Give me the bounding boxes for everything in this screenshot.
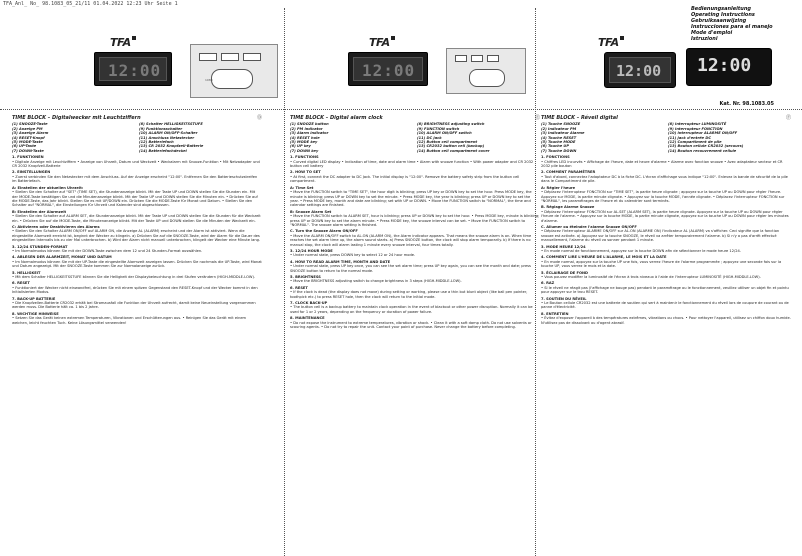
part-item: (1) Touche SNOOZE (541, 122, 581, 127)
section-heading: C: Aktivieren oder Deaktivieren des Alarms (12, 224, 100, 229)
model-mark: 1083 (205, 78, 213, 82)
part-item: (3) Anzeige Alarm (12, 131, 49, 136)
clock-display-panel (99, 57, 167, 81)
section-heading: 2. HOW TO SET (290, 170, 321, 175)
part-item: (9) Funktionsschalter (139, 126, 183, 131)
section-heading: 7. BACK-UP BATTERIE (12, 296, 56, 301)
section-heading: B: Snooze Alarm Set (290, 209, 332, 214)
battery-compartment-icon (211, 69, 253, 89)
title-line: Instrucciones para el manejo (691, 24, 773, 30)
sections (12, 155, 262, 325)
section-text: • Évitez d'exposer l'appareil à des températures extrêmes, vibrations ou chocs. • Pour nettoyer l'appareil, utilisez un chiffon doux humide. N'utilisez pas de dissolvant ou d'agent abrasif. (541, 316, 791, 325)
part-item: (13) CR 2032 Knopfzell-Batterie (139, 144, 204, 149)
brand-text: TFA (110, 36, 131, 49)
part-item: (2) Indicateur PM (541, 126, 577, 131)
part-item: (9) Interrupteur FONCTION (668, 126, 723, 131)
section-text: • Si le réveil ne réagit pas (l'affichage ne bouge pas) pendant le paramétrage ou le fonctionnement, veuillez utiliser un objet fin et pointu pour appuyer sur le trou RESET. (541, 285, 789, 295)
section-text: • Im Normalmodus können Sie mit der UP-Taste die eingestellte Alarmzeit anzeigen lassen. Drücken Sie nochmals die UP-Taste, wird Monat und Datum angezeigt. Mit der SNOOZE-Taste kommen Sie zur Normalanzeige zurück. (12, 259, 262, 269)
section-text: • Under normal state, press UP key once, you can see the set alarm time; press UP key again, you can see the month and date; press SNOOZE button to return to the normal mode. (290, 264, 531, 273)
clock-side-illustration (446, 48, 526, 94)
brand-text: TFA (369, 36, 390, 49)
section-text: • Under normal state, press DOWN key to select 12 or 24 hour mode. (290, 253, 416, 258)
part-item: (6) Touche UP (541, 144, 569, 149)
column-title-text: TIME BLOCK – Digitalwecker mit Leuchtziffern (12, 115, 141, 121)
control-switch-icon (221, 53, 239, 61)
section-text: • Zuerst verbinden Sie den Netzstecker mit dem Anschluss. Auf der Anzeige erscheint "12:00". Entfernen Sie den Batterieschutzstreifen im Batteriefach. (12, 174, 258, 184)
section-heading: 3. 12/24 HOUR MODE (290, 248, 333, 253)
clock-display-panel (353, 57, 423, 81)
part-item: (6) UP-Taste (12, 144, 37, 149)
section-heading: A: Time Set (290, 185, 314, 190)
clock-display-time: 12:00 (362, 61, 416, 80)
section-heading: 1. FONCTIONS (541, 155, 570, 160)
section-text: • Déplacez l'interrupteur FONCTION sur AL.SET (ALARM SET), la partie heure clignote. Appuyez sur la touche UP ou DOWN pour régler l'heure de l'alarme. • Appuyez sur la touche MODE, la partie minute clignote, appuyez sur la touche UP ou DOWN pour régler les minutes d'alarme. (541, 209, 789, 223)
part-item: (8) Interrupteur LUMINOSITÉ (668, 122, 727, 127)
section-text: • Setzen Sie das Gerät keinen extremen Temperaturen, Vibrationen und Erschütterungen aus. • Reinigen Sie das Gerät mit einem weichen, leicht feuchten Tuch. Keine Lösungsmittel verwenden! (12, 316, 247, 325)
section-heading: 7. CLOCK BACK-UP (290, 301, 328, 306)
clock-back-illustration (190, 44, 278, 98)
fold-line (284, 8, 285, 556)
part-item: (11) DC Jack (417, 135, 442, 140)
clock-front-illustration (348, 52, 428, 86)
section-text: • Stellen Sie den Schalter auf "SET" (TIME SET), die Stundenanzeige blinkt. Mit der Taste UP und DOWN stellen Sie die Stunden ein. Mit der MODE-Taste bestätigen Sie und die Minutenanzeige blinkt. Mit der Taste UP und DOWN stellen Sie die Minuten ein. • Drücken Sie auf die MODE-Taste, das Jahr blinkt. Stellen Sie es mit UP/DOWN ein. Drücken Sie die MODE-Taste für Monat und Datum. • Stellen Sie den Schalter auf "NORMAL", die Einstellungen für Uhrzeit und Kalender sind abgeschlossen. (12, 190, 258, 208)
part-item: (5) MODE-Taste (12, 140, 43, 145)
brand-logo (598, 36, 624, 49)
column-english (290, 116, 540, 330)
section-heading: C. Allumer ou éteindre l'alarme Snooze ON/OFF (541, 224, 637, 229)
divider-horizontal (0, 109, 802, 110)
button-icon (455, 55, 467, 62)
section-heading: B. Réglage Alarme Snooze (541, 205, 595, 210)
clock-led-product-photo (686, 48, 772, 86)
clock-display-time: 12:00 (616, 62, 662, 80)
parts-list (541, 122, 791, 153)
clock-display-time: 12:00 (697, 55, 752, 76)
part-item: (8) Schalter HELLIGKEITSSTUFE (139, 122, 203, 127)
section-heading: B: Einstellen der Alarmzeit (12, 209, 67, 214)
control-switch-icon (199, 53, 217, 61)
section-text: • En mode normal de fonctionnement, appuyez sur la touche DOWN afin de sélectionner le mode heure 12/24. (541, 248, 741, 253)
catalog-number: Kat. Nr. 98.1083.05 (719, 101, 774, 107)
section-heading: 1. FUNKTIONEN (12, 155, 44, 160)
title-line: Bedienungsanleitung (691, 6, 751, 12)
section-heading: 3. MODE HEURE 12/24 (541, 244, 586, 249)
part-item: (4) Touche RESET (541, 135, 577, 140)
section-text: • Move the ALARM ON/OFF switch to AL.ON (ALARM ON), the Alarm indicator appears. That means the snooze alarm is on. When time reaches the set alarm time up, the alarm sound starts. a) Press SNOOZE button, the clock will stop alarm temporarily. b) If there is no manual stop, the clock will alarm lasting 1 minute every snooze interval, four times totally. (290, 233, 532, 247)
language-flag-icon: Ⓔ (534, 115, 540, 121)
part-item: (7) Touche DOWN (541, 148, 577, 153)
section-text: • Stellen Sie den Schalter auf ALARM SET, die Stundenanzeige blinkt. Mit der Taste UP und DOWN stellen Sie die Stunden für die Weckzeit ein. • Drücken Sie auf die MODE-Taste, die Minutenanzeige blinkt. Mit der Taste UP und DOWN stellen Sie die Minuten der Weckzeit ein. (12, 214, 261, 223)
clock-product-photo (604, 52, 676, 88)
part-item: (4) RESET hole (290, 135, 320, 140)
part-item: (5) Touche MODE (541, 140, 576, 145)
section-text: • Move the FUNCTION switch to "TIME SET", the hour digit is blinking; press UP key or DOWN key to set the hour. Press MODE key, the minute is blinking; press UP or DOWN key to set the minute. • Press MODE key, the year is blinking; press UP or DOWN key to set the year. • Press MODE key, month and date are blinking; set with UP or DOWN. • Move the FUNCTION switch to "NORMAL", the time and calendar settings are finished. (290, 190, 532, 208)
control-switch-icon (243, 53, 261, 61)
brand-text: TFA (598, 36, 619, 49)
section-text: • Die Knopfzellen-Batterie CR2032 erhält bei Stromausfall die Funktion der Uhrzeit aufrecht, damit keine Neueinstellung vorgenommen werden muss. Die Batterie hält ca. 1 bis 2 Jahre. (12, 301, 256, 310)
section-text: • En mode normal, appuyez sur la touche UP une fois, vous verrez l'heure de l'alarme programmée ; appuyez une seconde fois sur la touche UP, vous verrez le mois et la date. (541, 259, 782, 269)
column-title (12, 116, 262, 120)
part-item: (10) ALARM ON/OFF-Schalter (139, 131, 198, 136)
part-item: (8) BRIGHTNESS adjusting switch (417, 122, 485, 127)
section-text: • Le Bouton cellule CR2032 est une batterie de soutien qui sert à maintenir le fonctionnement du réveil lors de coupure de courant ou de panne d'électricité. (541, 301, 789, 310)
title-line: Mode d'emploi (691, 30, 733, 36)
sections (290, 155, 540, 329)
part-item: (1) SNOOZE button (290, 122, 329, 127)
part-item: (10) ALARM ON/OFF switch (417, 131, 472, 136)
section-heading: 6. RAZ (541, 281, 555, 286)
part-item: (13) Bouton cellule CR2032 (secours) (668, 144, 744, 149)
section-heading: 6. RESET (290, 285, 308, 290)
section-text: • Digitale Anzeige mit Leuchtziffern • Anzeige von Uhrzeit, Datum und Weckzeit • Weckalarm mit Snooze-Funktion • Mit Netzadapter und CR 2032 Knopfzell-Batterie (12, 159, 260, 169)
part-item: (11) Anschluss Netzstecker (139, 135, 195, 140)
section-text: • Chiffres LED incurvés • Affichage de l'heure, date et heure d'alarme • Alarme avec fonction snooze • Avec adaptateur secteur et CR 2032 pile bouton (541, 159, 783, 169)
section-heading: 2. COMMENT PARAMÉTRER (541, 170, 596, 175)
section-heading: 6. RESET (12, 281, 30, 286)
clock-display-time: 12:00 (108, 61, 162, 80)
brand-logo (110, 36, 136, 49)
section-heading: 4. COMMENT LIRE L'HEURE DE L'ALARME, LE MOIS ET LA DATE (541, 255, 667, 260)
part-item: (14) Bouton recouvrement cellule (668, 148, 737, 153)
section-text: • If the clock is dead (the display does not move) during setting or working, please use a thin but blunt object (like ball pen pointer, toothpick etc.) to press RESET hole, then the clock will return to the initial mode. (290, 290, 528, 299)
parts-list (12, 122, 262, 153)
part-item: (12) Button cell compartment (417, 140, 478, 145)
print-header: TFA_Anl_ No_ 98.1083_05_21/11 01.04.2022 12:23 Uhr Seite 1 (3, 1, 178, 7)
section-text: • At first, connect the DC adapter to DC Jack. The initial display is "12:00". Remove the battery safety strip from the button cell compartment. (290, 174, 520, 184)
column-title-text: TIME BLOCK – Réveil digital (541, 115, 618, 121)
section-heading: 5. ÉCLAIRAGE DE FOND (541, 270, 589, 275)
part-item: (14) Button cell compartment cover (417, 148, 490, 153)
title-line: Istruzioni (691, 36, 718, 42)
part-item: (2) PM indicator (290, 126, 323, 131)
section-text: • Tout d'abord, connectez l'adaptateur DC à la fiche DC. L'écran d'affichage vous indique "12:00". Enlevez la bande de sécurité de la pile dans le Compartiment de pile. (541, 174, 788, 184)
column-title (290, 116, 540, 120)
sections (541, 155, 791, 325)
manual-titles (691, 6, 773, 42)
part-item: (5) MODE key (290, 140, 318, 145)
part-item: (10) Interrupteur ALARME ON/OFF (668, 131, 738, 136)
part-item: (4) RESET-Knopf (12, 135, 45, 140)
section-text: • Déplacez l'interrupteur FONCTION sur "TIME SET", la partie heure clignote ; appuyez sur la touche UP ou DOWN pour régler l'heure. Appuyez sur MODE, la partie minute clignote. • Appuyez sur la touche MODE, l'année clignote. • Déplacez l'interrupteur FONCTION sur "NORMAL", les paramétrages de l'heure et du calendrier sont terminés. (541, 190, 785, 203)
section-text: • Stellen Sie den Schalter ALARM ON/OFF auf ALARM ON, die Anzeige AL (ALARM) erscheint und der Alarm ist aktiviert. Wenn die eingestellte Alarmzeit erreicht ist, beginnt der Wecker zu klingeln. a) Drücken Sie auf die SNOOZE-Taste, wird der Alarm für die Dauer des eingestellten Intervalls bis zu vier Mal unterbrochen. b) Wird der Alarm nicht manuell unterbrochen, klingelt der Wecker eine Minute lang. (12, 229, 261, 243)
clock-front-illustration (94, 52, 172, 86)
part-item: (2) Anzeige PM (12, 126, 43, 131)
section-heading: 4. HOW TO READ ALARM TIME, MONTH AND DATE (290, 259, 391, 264)
section-heading: A: Régler l'heure (541, 185, 576, 190)
language-flag-icon: Ⓓ (256, 115, 262, 121)
part-item: (7) DOWN-Taste (12, 148, 44, 153)
section-text: • Déplacez l'interrupteur ALARME ON/OFF sur AL.ON (ALARME ON) l'indicateur AL (ALARM) va s'afficher. Ceci signifie que la fonction snooze est activée. a) Appuyez sur la touche SNOOZE, le réveil va arrêter temporairement l'alarme. b) Si n'y a pas d'arrêt effectué manuellement, l'alarme du réveil va sonner pendant 1 minute. (541, 229, 780, 243)
part-item: (12) Batteriefach (139, 140, 174, 145)
parts-list (290, 122, 540, 153)
section-heading: 4. ABLESEN DER ALARMZEIT, MONAT UND DATUM (12, 255, 112, 260)
part-item: (11) Jack d'entrée DC (668, 135, 711, 140)
part-item: (9) FUNCTION switch (417, 126, 460, 131)
section-text: • Vous pouvez modifier la luminosité de l'écran à trois niveaux à l'aide de l'interrupteur LUMINOSITÉ (HIGH-MIDDLE-LOW). (541, 275, 761, 279)
clock-display-panel (609, 57, 671, 83)
part-item: (7) DOWN key (290, 148, 319, 153)
part-item: (3) Alarm indicator (290, 131, 329, 136)
section-text: • Move the FUNCTION switch to ALARM SET, hour is blinking; press UP or DOWN key to set the hour. • Press MODE key, minute is blinking; press UP or DOWN key to set the alarm minute. • Press MODE key, the snooze interval can be set. • Move the FUNCTION switch to "NORMAL". The snooze alarm setting is finished. (290, 214, 540, 227)
section-text: • Im Normalmodus können Sie mit der DOWN-Taste zwischen dem 12 und 24 Stunden-Format auswählen. (12, 248, 203, 253)
section-heading: C. Turn the Snooze Alarm ON/OFF (290, 229, 358, 234)
part-item: (6) UP key (290, 144, 311, 149)
language-flag-icon: Ⓕ (785, 115, 791, 121)
section-heading: 8. WICHTIGE HINWEISE (12, 311, 59, 316)
section-heading: 5. HELLIGKEIT (12, 270, 41, 275)
section-heading: 8. MAINTENANCE (290, 316, 325, 321)
column-french (541, 116, 791, 326)
section-heading: 8. ENTRETIEN (541, 311, 569, 316)
battery-compartment-icon (469, 69, 505, 87)
section-text: • Curved digital LED display • Indication of time, date and alarm time • Alarm with snooze function • With power adapter and CR 2032 button cell battery (290, 159, 534, 169)
section-text: • Do not expose the instrument to extreme temperatures, vibration or shock. • Clean it with a soft damp cloth. Do not use solvents or scouring agents. • Do not try to repair the unit. Contact your point of purchase. Never change the battery before completing. (290, 320, 532, 330)
part-item: (1) SNOOZE-Taste (12, 122, 48, 127)
button-icon (471, 55, 483, 62)
brand-logo (369, 36, 395, 49)
part-item: (14) Batteriefachdeckel (139, 148, 187, 153)
section-text: • Funktioniert der Wecker nicht einwandfrei, drücken Sie mit einem spitzen Gegenstand den RESET-Knopf und der Wecker kommt in den Initialisierten Modus. (12, 285, 258, 295)
title-line: Operating Instructions (691, 12, 755, 18)
title-line: Gebruiksaanwijzing (691, 18, 747, 24)
section-text: • Move the BRIGHTNESS adjusting switch to change brightness in 3 steps (HIGH-MIDDLE-LOW). (290, 279, 462, 284)
section-heading: 7. SOUTIEN DU RÉVEIL (541, 296, 587, 301)
section-heading: A: Einstellen der aktuellen Uhrzeit: (12, 185, 84, 190)
section-heading: 5. BRIGHTNESS (290, 275, 321, 279)
section-heading: 2. EINSTELLUNGEN (12, 170, 51, 175)
column-german (12, 116, 262, 326)
column-title-text: TIME BLOCK – Digital alarm clock (290, 115, 383, 121)
part-item: (13) CR2032 button cell (backup) (417, 144, 485, 149)
section-text: • Mit dem Schalter HELLIGKEITSSTUFE können Sie die Helligkeit der Displaybeleuchtung in drei Stufen verändern (HIGH-MIDDLE-LOW). (12, 275, 256, 279)
section-heading: 1. FUNCTIONS (290, 155, 319, 160)
section-text: • The button cell is a backup battery to maintain clock operation in the event of blackout or other power disruption. Normally it can be used for 1 or 2 years, depending on the frequency or duration of power failure. (290, 305, 533, 314)
button-icon (487, 55, 499, 62)
column-title (541, 116, 791, 120)
part-item: (12) Compartiment de pile (668, 140, 722, 145)
section-heading: 3. 12/24 STUNDEN-FORMAT (12, 244, 68, 249)
part-item: (3) Indicateur Alarme (541, 131, 585, 136)
